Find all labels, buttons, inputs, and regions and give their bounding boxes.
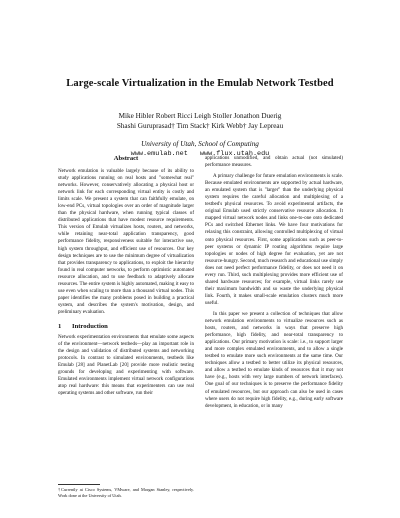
right-paragraph-2: A primary challenge for future emulation environments is scale. Because emulated environments are supported by actual hardware, an emulated system that is "larger" than the underlying physical system requires the careful allocation and multiplexing of a testbed's physical resources. To avoid experimental artifacts, the original Emulab used strictly conservative resource allocation. It mapped virtual network nodes and links one-to-one onto dedicated PCs and switched Ethernet links. We have four motivations for relaxing this constraint, allowing controlled multiplexing of virtual onto physical resources. First, some applications such as peer-to-peer systems or dynamic IP routing algorithms require large topologies or nodes of high degree for evaluation, yet are not resource-hungry. Second, much research and educational use simply does not need perfect performance fidelity, or does not need it on every run. Third, such multiplexing provides more efficient use of shared hardware resources; for example, virtual links rarely use their maximum bandwidth and so waste the underlying physical link. Fourth, it makes small-scale emulation clusters much more useful. <box>205 173 343 306</box>
abstract-heading: Abstract <box>113 155 139 162</box>
affiliation: University of Utah, School of Computing <box>141 140 259 148</box>
footnote: †Currently at Cisco Systems, VMware, and Morgan Stanley, respectively. Work done at the University of Utah. <box>58 487 194 498</box>
right-column <box>205 155 343 410</box>
paper-title: Large-scale Virtualization in the Emulab Network Testbed <box>66 78 334 89</box>
footnote-rule <box>58 484 100 485</box>
authors-line-2: Shashi Guruprasad† Tim Stack† Kirk Webb† Jay Lepreau <box>116 122 284 130</box>
intro-heading <box>58 322 194 331</box>
intro-number: 1 <box>58 322 62 330</box>
left-column <box>58 155 194 397</box>
intro-heading-text: Introduction <box>72 322 108 330</box>
intro-paragraph-1: Network experimentation environments that emulate some aspects of the environment—network testbeds—play an important role in the design and validation of distributed systems and networking protocols. In contrast to simulated environments, testbeds like Emulab [28] and PlanetLab [20] provide more realistic testing grounds for developing and experimenting with software. Emulated environments implement virtual network configurations atop real hardware: this means that experimenters can use real operating systems and other software, run their <box>58 333 194 397</box>
right-paragraph-3: In this paper we present a collection of techniques that allow network emulation environments to virtualize resources such as hosts, routers, and networks in ways that preserve high performance, high fidelity, and near-total transparency to applications. Our primary motivation is scale: i.e., to support larger and more complex emulated environments, and to allow a single testbed to emulate more such environments at the same time. Our techniques allow a testbed to better utilize its physical resources, and allow a testbed to emulate kinds of resources that it may not have (e.g., hosts with very large numbers of network interfaces). One goal of our techniques is to preserve the performance fidelity of emulated resources, but our approach can also be used in cases where users do not require high fidelity, e.g., during early software development, in education, or in many <box>205 310 343 409</box>
urls: www.emulab.net www.flux.utah.edu <box>130 150 270 158</box>
abstract-text: Network emulation is valuable largely because of its ability to study applications running on real hosts and "somewhat real" networks. However, conservatively allocating a physical host or network link for each corresponding virtual entity is costly and limits scale. We present a system that can faithfully emulate, on low-end PCs, virtual topologies over an order of magnitude larger than the physical hardware, when running typical classes of distributed applications that have modest resource requirements. This version of Emulab virtualizes hosts, routers, and networks, while retaining near-total application transparency, good performance fidelity, responsiveness suitable for interactive use, high system throughput, and efficient use of resources. Our key design techniques are to use the minimum degree of virtualization that provides transparency to applications, to exploit the hierarchy found in real computer networks, to perform optimistic automated resource allocation, and to use feedback to adaptively allocate resources. The entire system is highly automated, making it easy to use even when scaling to more than a thousand virtual nodes. This paper identifies the many problems posed in building a practical system, and describes the system's motivation, design, and preliminary evaluation. <box>58 168 194 315</box>
right-paragraph-1: applications unmodified, and obtain actual (not simulated) performance measures. <box>205 155 343 169</box>
authors-line-1: Mike Hibler Robert Ricci Leigh Stoller Jonathon Duerig <box>118 112 282 120</box>
